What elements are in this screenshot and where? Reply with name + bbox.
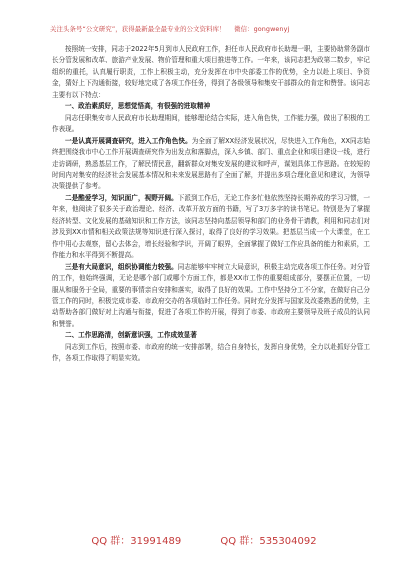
banner-wechat-text: 微信：gongwenyj [234,25,290,33]
paragraph [52,136,370,193]
intro-paragraph: 按照统一安排，同志于2022年5月到市人民政府工作，担任市人民政府市长助理一职，主要协助常务副市长分管发展和改革、旅游产业发展、物价管理和重大项目推进等工作。一年来，该同志把为政第二数步，牢记组织的重托，认真履行职责，工作上积极主动，充分发挥在市中央部委工作的优势，全力以赴上项目、争资金，猜好上下沟通衔接，较好地完成了各项工作任务，得到了各级领导和集安干部群众的肯定和赞誉。该同志主要有以下特点： [52,45,370,99]
section-heading-2: 二、工作思路清，创新意识强，工作成效显著 [65,331,197,340]
document-body [52,44,370,365]
paragraph-rest: 为全面了解XX经济发展状况，尽快进入工作角色，XX同志始终把围绕我市中心工作开展调查研究作为出发点和落脚点，深入乡镇、部门、重点企业和项目建设一线，进行走访调研，熟悉基层工作，了解民情民意，翻新群众对集安发展的建议和呼声，谋划具体工作思路。在较短的时间内对集安的经济社会发展基本情况和未来发展思路有了全面了解，并提出多项合理化意见和建议，为领导决策提供了参考。 [52,136,370,191]
paragraph-lead: 二是酷爱学习，知识面广，视野开阔。 [65,193,178,202]
footer-qq-group-1: QQ 群：31991489 [91,536,182,547]
paragraph-lead: 一是认真开展调查研究，进入工作角色快。 [65,136,192,145]
paragraph-lead: 三是有大局意识，组织协调能力较强。 [65,262,178,271]
paragraph: 同志任职集安市人民政府市长助理期间，能够理论结合实际，进入角色快，工作能力强，做出了积极的工作表现。 [52,113,370,134]
paragraph-rest: 下派到工作后，无论工作多忙他依然坚持长期养成的学习习惯，一年来，他阅读了很多关于政治理论、经济、改革开放方面的书籍，写了3万多字的读书笔记。特别是为了掌握经济转型、文化发展的基础知识和工作方法，该同志坚持向基层领导和部门的业务骨干请教，利用和同志们对涉及到XX市情和相关政策法规等知识进行深入探讨，取得了良好的学习效果。把基层当成一个大课堂，在工作中用心去观察，留心去体会，增长经验和学识，开阔了眼界，全面掌握了做好工作应具备的能力和素质，工作能力和水平得到不断提高。 [52,193,371,260]
section-heading-1: 一、政治素质好，思想觉悟高，有很强的进取精神 [65,102,211,111]
footer-qq-group-2: QQ 群：535304092 [220,536,317,547]
banner-promo-text: 关注头条号“公文研究”，获得最新最全最专业的公文资料库！ [50,25,226,33]
paragraph [52,262,370,331]
paragraph-rest: 同志能够牢牢树立大局意识，积极主动完成各项工作任务。对分管的工作，他始终强调，无论是哪个部门或哪个方面工作，都是XX市工作的重要组成部分，要摆正位置，一切服从和服务于全局，重要的事情亲自安排和落实，取得了良好的效果。工作中坚持分工不分家，在做好自己分管工作的同时，积极完成市委、市政府交办的各项临时工作任务。同时充分发挥与国家及改委熟悉的优势，主动帮助各部门做好对上沟通与衔接，促进了各项工作的开展，得到了市委、市政府主要领导及班子成员的认同和赞誉。 [52,262,371,328]
footer-contact [0,532,408,547]
header-banner [50,24,368,33]
paragraph [52,193,370,262]
paragraph: 同志到工作后，按照市委、市政府的统一安排部署，结合自身特长，发挥自身优势，全力以赴抓好分管工作，各项工作取得了明显实效。 [52,342,370,363]
